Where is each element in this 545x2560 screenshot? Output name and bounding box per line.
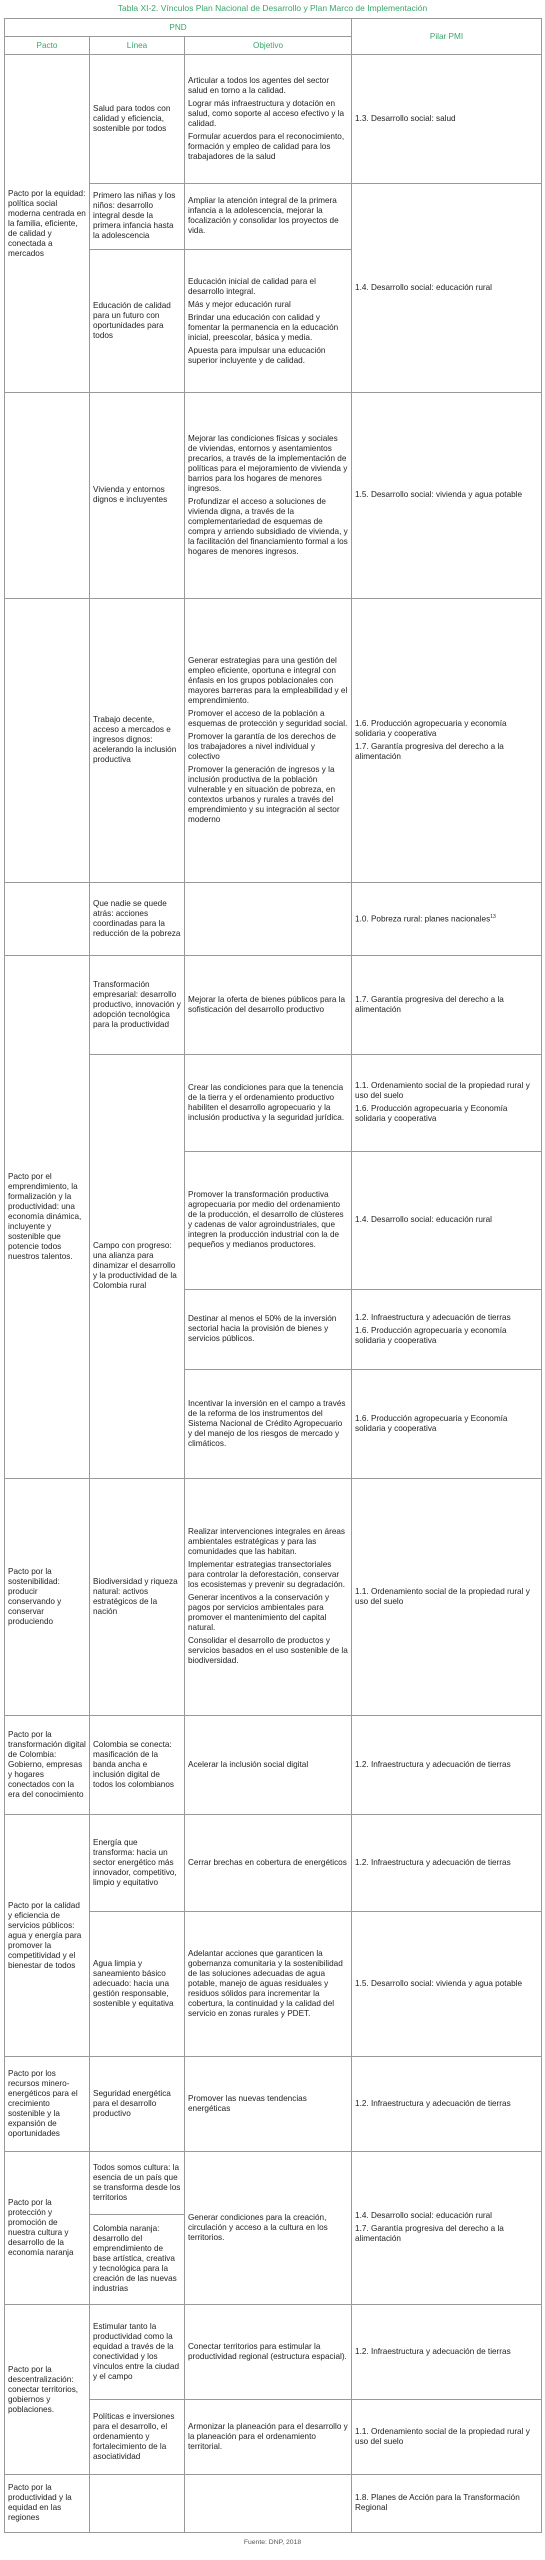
pilar-cell: 1.2. Infraestructura y adecuación de tierras xyxy=(352,2057,542,2151)
pilar-cell: 1.1. Ordenamiento social de la propiedad rural y uso del suelo xyxy=(352,1478,542,1715)
objetivo-cell: Ampliar la atención integral de la primera infancia a la adolescencia, mejorar la focalización y consolidar los proyectos de vida. xyxy=(185,183,352,250)
objetivo-cell: Crear las condiciones para que la tenencia de la tierra y el ordenamiento productivo habiliten el desarrollo agropecuario y la inclusión productiva y la seguridad jurídica. xyxy=(185,1055,352,1152)
table-source: Fuente: DNP, 2018 xyxy=(243,2539,302,2546)
pilar-cell: 1.2. Infraestructura y adecuación de tierras 1.6. Producción agropecuaria y economía solidaria y cooperativa xyxy=(352,1289,542,1369)
pilar-cell: 1.4. Desarrollo social: educación rural xyxy=(352,183,542,392)
pacto-cell xyxy=(5,598,90,882)
header-linea: Línea xyxy=(90,37,185,55)
pilar-cell: 1.1. Ordenamiento social de la propiedad rural y uso del suelo xyxy=(352,2399,542,2474)
objetivo-cell: Generar condiciones para la creación, circulación y acceso a la cultura en los territorios. xyxy=(185,2151,352,2305)
objetivo-cell: Armonizar la planeación para el desarrollo y la planeación para el ordenamiento territorial. xyxy=(185,2399,352,2474)
pilar-cell: 1.6. Producción agropecuaria y economía solidaria y cooperativa 1.7. Garantía progresiva del derecho a la alimentación xyxy=(352,598,542,882)
objetivo-cell xyxy=(185,2474,352,2532)
linea-cell: Agua limpia y saneamiento básico adecuado: hacia una gestión responsable, sostenible y equitativa xyxy=(90,1911,185,2056)
header-pnd: PND xyxy=(5,19,352,37)
objetivo-cell: Promover las nuevas tendencias energéticas xyxy=(185,2057,352,2151)
linea-cell: Salud para todos con calidad y eficiencia, sostenible por todos xyxy=(90,55,185,183)
pilar-cell: 1.2. Infraestructura y adecuación de tierras xyxy=(352,1815,542,1912)
header-pilar: Pilar PMI xyxy=(352,19,542,55)
linea-cell: Educación de calidad para un futuro con oportunidades para todos xyxy=(90,250,185,393)
linea-cell: Transformación empresarial: desarrollo productivo, innovación y adopción tecnológica para la productividad xyxy=(90,955,185,1054)
linea-cell: Todos somos cultura: la esencia de un país que se transforma desde los territorios xyxy=(90,2151,185,2214)
pacto-cell: Pacto por la calidad y eficiencia de servicios públicos: agua y energía para promover la competitividad y el bienestar de todos xyxy=(5,1815,90,2057)
objetivo-cell: Conectar territorios para estimular la productividad regional (estructura espacial). xyxy=(185,2305,352,2399)
pilar-cell: 1.2. Infraestructura y adecuación de tierras xyxy=(352,2305,542,2399)
pacto-cell: Pacto por el emprendimiento, la formalización y la productividad: una economía dinámica, incluyente y sostenible que potencie todos nuestros talentos. xyxy=(5,955,90,1478)
linea-cell: Primero las niñas y los niños: desarrollo integral desde la primera infancia hasta la adolescencia xyxy=(90,183,185,250)
pacto-cell: Pacto por la descentralización: conectar territorios, gobiernos y poblaciones. xyxy=(5,2305,90,2474)
pilar-cell: 1.4. Desarrollo social: educación rural xyxy=(352,1151,542,1289)
objetivo-cell: Generar estrategias para una gestión del empleo eficiente, oportuna e integral con énfasis en los grupos poblacionales con mayores barreras para la empleabilidad y el emprendimiento. Promover el acceso de la población a esquemas de protección y seguridad social. Promover la garantía de los derechos de los trabajadores a nivel individual y colectivo Promover la generación de ingresos y la inclusión productiva de la población vulnerable y en situación de pobreza, en contextos urbanos y rurales a través del emprendimiento y su integración al sector moderno xyxy=(185,598,352,882)
pacto-cell: Pacto por la sostenibilidad: producir conservando y conservar produciendo xyxy=(5,1478,90,1715)
objetivo-cell: Articular a todos los agentes del sector salud en torno a la calidad. Lograr más infraestructura y dotación en salud, como soporte al acceso efectivo y la calidad. Formular acuerdos para el reconocimiento, formación y empleo de calidad para los trabajadores de la salud xyxy=(185,55,352,183)
linea-cell: Biodiversidad y riqueza natural: activos estratégicos de la nación xyxy=(90,1478,185,1715)
pacto-cell: Pacto por la protección y promoción de nuestra cultura y desarrollo de la economía naranja xyxy=(5,2151,90,2305)
pacto-cell xyxy=(5,883,90,956)
objetivo-cell: Mejorar la oferta de bienes públicos para la sofisticación del desarrollo productivo xyxy=(185,955,352,1054)
objetivo-cell: Realizar intervenciones integrales en áreas ambientales estratégicas y para las comunidades que las habitan. Implementar estrategias transectoriales para controlar la deforestación, conservar los ecosistemas y prevenir su degradación. Generar incentivos a la conservación y pagos por servicios ambientales para promover el mantenimiento del capital natural. Consolidar el desarrollo de productos y servicios basados en el uso sostenible de la biodiversidad. xyxy=(185,1478,352,1715)
objetivo-cell: Cerrar brechas en cobertura de energéticos xyxy=(185,1815,352,1912)
pacto-cell: Pacto por la equidad: política social moderna centrada en la familia, eficiente, de calidad y conectada a mercados xyxy=(5,55,90,393)
linea-cell: Políticas e inversiones para el desarrollo, el ordenamiento y fortalecimiento de la asociatividad xyxy=(90,2399,185,2474)
pilar-cell: 1.1. Ordenamiento social de la propiedad rural y uso del suelo 1.6. Producción agropecuaria y Economía solidaria y cooperativa xyxy=(352,1055,542,1152)
pilar-cell: 1.7. Garantía progresiva del derecho a la alimentación xyxy=(352,955,542,1054)
objetivo-cell xyxy=(185,883,352,956)
objetivo-cell: Mejorar las condiciones físicas y sociales de viviendas, entornos y asentamientos precarios, a través de la implementación de políticas para el mejoramiento de vivienda y barrios para los hogares de menores ingresos. Profundizar el acceso a soluciones de vivienda digna, a través de la complementariedad de esquemas de compra y arriendo subsidiado de vivienda, y la facilitación del financiamiento formal a los hogares de menores ingresos. xyxy=(185,392,352,598)
objetivo-cell: Destinar al menos el 50% de la inversión sectorial hacia la provisión de bienes y servicios públicos. xyxy=(185,1289,352,1369)
objetivo-cell: Promover la transformación productiva agropecuaria por medio del ordenamiento de la producción, el desarrollo de clústeres y cadenas de valor agroindustriales, que integren la producción industrial con la de pequeños y medianos productores. xyxy=(185,1151,352,1289)
header-pacto: Pacto xyxy=(5,37,90,55)
linea-cell: Vivienda y entornos dignos e incluyentes xyxy=(90,392,185,598)
pilar-cell: 1.0. Pobreza rural: planes nacionales$^{13}$ xyxy=(352,883,542,956)
pilar-cell: 1.5. Desarrollo social: vivienda y agua potable xyxy=(352,1911,542,2056)
linea-cell: Estimular tanto la productividad como la equidad a través de la conectividad y los vínculos entre la ciudad y el campo xyxy=(90,2305,185,2399)
pnd-pmi-table xyxy=(4,18,542,2533)
linea-cell: Que nadie se quede atrás: acciones coordinadas para la reducción de la pobreza xyxy=(90,883,185,956)
pacto-cell: Pacto por los recursos minero-energéticos para el crecimiento sostenible y la expansión de oportunidades xyxy=(5,2057,90,2151)
linea-cell: Energía que transforma: hacia un sector energético más innovador, competitivo, limpio y equitativo xyxy=(90,1815,185,1912)
objetivo-cell: Educación inicial de calidad para el desarrollo integral. Más y mejor educación rural Brindar una educación con calidad y fomentar la permanencia en la educación inicial, preescolar, básica y media. Apuesta para impulsar una educación superior incluyente y de calidad. xyxy=(185,250,352,393)
pilar-cell: 1.5. Desarrollo social: vivienda y agua potable xyxy=(352,392,542,598)
pilar-cell: 1.6. Producción agropecuaria y Economía solidaria y cooperativa xyxy=(352,1369,542,1478)
linea-cell: Campo con progreso: una alianza para dinamizar el desarrollo y la productividad de la Colombia rural xyxy=(90,1055,185,1479)
linea-cell: Colombia se conecta: masificación de la banda ancha e inclusión digital de todos los colombianos xyxy=(90,1715,185,1814)
pilar-cell: 1.4. Desarrollo social: educación rural 1.7. Garantía progresiva del derecho a la alimentación xyxy=(352,2151,542,2305)
table-title: Tabla XI-2. Vínculos Plan Nacional de Desarrollo y Plan Marco de Implementación xyxy=(117,3,428,13)
pacto-cell xyxy=(5,392,90,598)
pilar-cell: 1.2. Infraestructura y adecuación de tierras xyxy=(352,1715,542,1814)
linea-cell: Seguridad energética para el desarrollo productivo xyxy=(90,2057,185,2151)
pacto-cell: Pacto por la transformación digital de Colombia: Gobierno, empresas y hogares conectados con la era del conocimiento xyxy=(5,1715,90,1814)
pilar-cell: 1.3. Desarrollo social: salud xyxy=(352,55,542,183)
objetivo-cell: Adelantar acciones que garanticen la gobernanza comunitaria y la sostenibilidad de las soluciones adecuadas de agua potable, manejo de aguas residuales y residuos sólidos para incrementar la cobertura, la continuidad y la calidad del servicio en zonas rurales y PDET. xyxy=(185,1911,352,2056)
objetivo-cell: Acelerar la inclusión social digital xyxy=(185,1715,352,1814)
linea-cell: Trabajo decente, acceso a mercados e ingresos dignos: acelerando la inclusión productiva xyxy=(90,598,185,882)
pilar-cell: 1.8. Planes de Acción para la Transformación Regional xyxy=(352,2474,542,2532)
pacto-cell: Pacto por la productividad y la equidad en las regiones xyxy=(5,2474,90,2532)
linea-cell: Colombia naranja: desarrollo del emprendimiento de base artística, creativa y tecnológica para la creación de las nuevas industrias xyxy=(90,2214,185,2305)
linea-cell xyxy=(90,2474,185,2532)
objetivo-cell: Incentivar la inversión en el campo a través de la reforma de los instrumentos del Sistema Nacional de Crédito Agropecuario y del manejo de los riesgos de mercado y climáticos. xyxy=(185,1369,352,1478)
header-objetivo: Objetivo xyxy=(185,37,352,55)
